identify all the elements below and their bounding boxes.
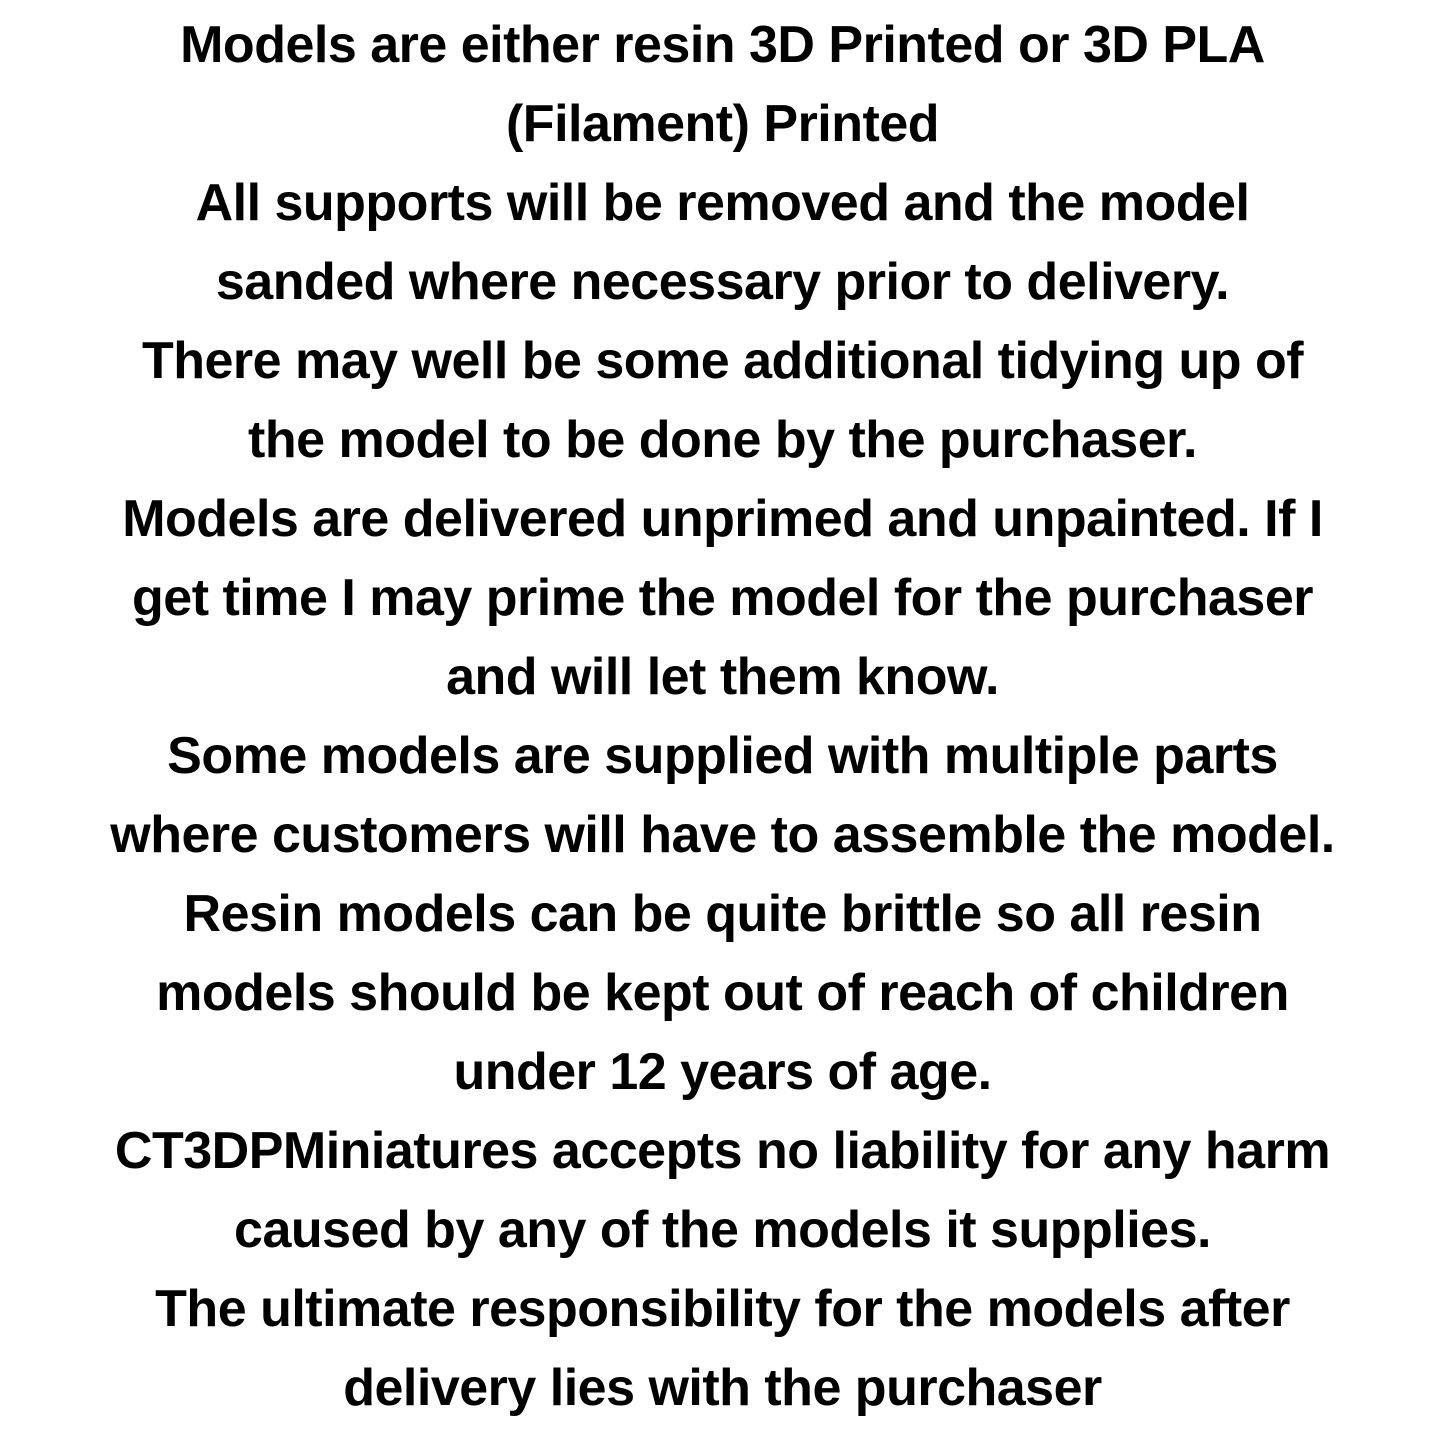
- text-line: Models are delivered unprimed and unpainted. If I: [122, 490, 1323, 548]
- text-line: models should be kept out of reach of children: [156, 964, 1289, 1022]
- text-line: Resin models can be quite brittle so all resin: [183, 885, 1262, 943]
- text-line: CT3DPMiniatures accepts no liability for any harm: [114, 1122, 1331, 1180]
- text-line: Models are either resin 3D Printed or 3D PLA: [180, 16, 1265, 74]
- text-line: delivery lies with the purchaser: [343, 1359, 1102, 1417]
- text-line: There may well be some additional tidying up of: [141, 332, 1304, 390]
- text-line: and will let them know.: [446, 648, 999, 706]
- disclaimer-text-block: [0, 6, 1445, 1428]
- text-line: The ultimate responsibility for the models after: [155, 1280, 1290, 1338]
- text-line: All supports will be removed and the model: [195, 174, 1250, 232]
- text-line: (Filament) Printed: [505, 95, 940, 153]
- text-line: sanded where necessary prior to delivery.: [215, 253, 1230, 311]
- text-line: caused by any of the models it supplies.: [234, 1201, 1211, 1259]
- text-line: get time I may prime the model for the purchaser: [132, 569, 1313, 627]
- text-line: where customers will have to assemble the model.: [110, 806, 1335, 864]
- text-line: the model to be done by the purchaser.: [248, 411, 1197, 469]
- text-line: Some models are supplied with multiple parts: [167, 727, 1278, 785]
- text-line: under 12 years of age.: [453, 1043, 992, 1101]
